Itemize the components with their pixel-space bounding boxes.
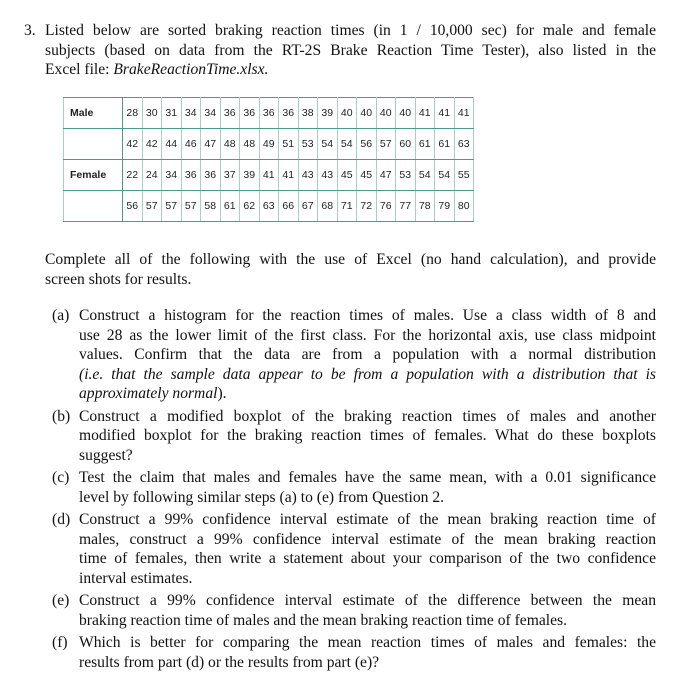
table-cell: 24 <box>142 160 162 191</box>
table-cell: 41 <box>259 160 279 191</box>
table-cell: 76 <box>376 191 396 222</box>
instructions-line: Complete all of the following with the use of Excel (no hand calculation), and provide <box>45 251 656 268</box>
table-cell: 62 <box>240 191 260 222</box>
table-cell: 36 <box>279 98 299 129</box>
table-cell: 22 <box>123 160 143 191</box>
table-cell: 36 <box>201 160 221 191</box>
table-cell: 34 <box>162 160 182 191</box>
row-label: Male <box>64 98 123 129</box>
table-cell: 54 <box>318 129 338 160</box>
table-cell: 47 <box>376 160 396 191</box>
table-cell: 54 <box>435 160 455 191</box>
table-cell: 43 <box>318 160 338 191</box>
instructions <box>45 250 656 289</box>
table-cell: 56 <box>123 191 143 222</box>
table-cell: 40 <box>376 98 396 129</box>
table-cell: 55 <box>454 160 474 191</box>
table-cell: 77 <box>396 191 416 222</box>
table-cell: 34 <box>201 98 221 129</box>
table-cell: 67 <box>298 191 318 222</box>
table-row <box>64 98 474 129</box>
table-cell: 36 <box>181 160 201 191</box>
part-line-italic <box>79 365 656 385</box>
table-cell: 57 <box>181 191 201 222</box>
question-part <box>52 633 656 672</box>
table-cell: 56 <box>357 129 377 160</box>
part-label: (d) <box>52 511 71 528</box>
table-cell: 40 <box>337 98 357 129</box>
row-label: Female <box>64 160 123 191</box>
table-cell: 57 <box>162 191 182 222</box>
table-cell: 36 <box>220 98 240 129</box>
italic-text: (i.e. that the sample data appear to be from a population with a distribution that is <box>79 365 656 383</box>
part-line: Test the claim that males and females have the same mean, with a 0.01 significance <box>79 469 656 486</box>
part-text <box>79 510 656 588</box>
intro-line: subjects (based on data from the RT-2S Brake Reaction Time Tester), also listed in the <box>45 41 656 59</box>
italic-suffix: ). <box>217 385 227 402</box>
part-line: level by following similar steps (a) to (e) from Question 2. <box>79 488 445 506</box>
part-label: (b) <box>52 407 71 425</box>
part-text <box>79 633 656 672</box>
part-line: use 28 as the lower limit of the first class. For the horizontal axis, use class midpoint <box>79 326 656 344</box>
problem-number: 3. <box>24 22 36 39</box>
table-cell: 78 <box>415 191 435 222</box>
table-cell: 51 <box>279 129 299 160</box>
table-row <box>64 160 474 191</box>
excel-filename: BrakeReactionTime.xlsx. <box>113 61 269 78</box>
part-line: values. Confirm that the data are from a population with a normal distribution <box>79 346 656 363</box>
intro-line: Listed below are sorted braking reaction times (in 1 / 10,000 sec) for male and female <box>45 22 656 39</box>
table-cell: 41 <box>279 160 299 191</box>
part-line-italic <box>79 384 656 404</box>
table-cell: 46 <box>181 129 201 160</box>
table-cell: 72 <box>357 191 377 222</box>
part-line: Construct a modified boxplot of the braking reaction times of males and another <box>79 407 656 425</box>
part-line: males, construct a 99% confidence interval estimate of the mean braking reaction <box>79 530 656 548</box>
table-cell: 57 <box>142 191 162 222</box>
table-cell: 42 <box>123 129 143 160</box>
intro-line <box>45 60 656 80</box>
table-cell: 38 <box>298 98 318 129</box>
part-text <box>79 407 656 466</box>
row-label <box>64 191 123 222</box>
table-cell: 41 <box>435 98 455 129</box>
part-line: Construct a 99% confidence interval estimate of the difference between the mean <box>79 592 656 609</box>
table-cell: 57 <box>376 129 396 160</box>
table-cell: 34 <box>181 98 201 129</box>
table-cell: 60 <box>396 129 416 160</box>
table-cell: 71 <box>337 191 357 222</box>
question-part <box>52 306 656 404</box>
table-cell: 58 <box>201 191 221 222</box>
table-cell: 45 <box>357 160 377 191</box>
part-line: Construct a 99% confidence interval estimate of the mean braking reaction time of <box>79 511 656 528</box>
table-cell: 66 <box>279 191 299 222</box>
intro-prefix: Excel file: <box>45 61 114 78</box>
question-part <box>52 591 656 630</box>
italic-text: approximately normal <box>79 385 218 402</box>
question-part <box>52 468 656 507</box>
part-text <box>79 591 656 630</box>
part-line: Construct a histogram for the reaction times of males. Use a class width of 8 and <box>79 307 656 324</box>
part-line: suggest? <box>79 446 133 464</box>
table-cell: 61 <box>415 129 435 160</box>
table-cell: 53 <box>396 160 416 191</box>
table-cell: 41 <box>415 98 435 129</box>
part-line: braking reaction time of males and the mean braking reaction time of females. <box>79 611 567 629</box>
row-label <box>64 129 123 160</box>
part-line: Which is better for comparing the mean reaction times of males and females: the <box>79 634 656 651</box>
table-cell: 28 <box>123 98 143 129</box>
instructions-line: screen shots for results. <box>45 270 192 288</box>
question-parts <box>52 306 656 675</box>
problem-statement <box>24 21 656 80</box>
table-cell: 54 <box>415 160 435 191</box>
table-cell: 49 <box>259 129 279 160</box>
table-row <box>64 191 474 222</box>
table-cell: 36 <box>240 98 260 129</box>
question-part <box>52 407 656 466</box>
table-cell: 37 <box>220 160 240 191</box>
table-cell: 40 <box>396 98 416 129</box>
table-cell: 44 <box>162 129 182 160</box>
table-cell: 61 <box>220 191 240 222</box>
table-cell: 42 <box>142 129 162 160</box>
table-cell: 45 <box>337 160 357 191</box>
table-cell: 30 <box>142 98 162 129</box>
table-cell: 68 <box>318 191 338 222</box>
table-cell: 61 <box>435 129 455 160</box>
table-cell: 63 <box>454 129 474 160</box>
table-cell: 31 <box>162 98 182 129</box>
part-line: results from part (d) or the results from part (e)? <box>79 653 380 671</box>
table-cell: 48 <box>240 129 260 160</box>
table-cell: 39 <box>318 98 338 129</box>
table-row <box>64 129 474 160</box>
table-cell: 48 <box>220 129 240 160</box>
part-label: (e) <box>52 592 70 609</box>
table-cell: 63 <box>259 191 279 222</box>
reaction-times-table <box>63 97 474 222</box>
table-cell: 47 <box>201 129 221 160</box>
part-label: (a) <box>52 307 70 324</box>
table-cell: 40 <box>357 98 377 129</box>
table-cell: 54 <box>337 129 357 160</box>
table-cell: 79 <box>435 191 455 222</box>
part-line: time of females, then write a statement about your comparison of the two confidence <box>79 550 656 567</box>
table-cell: 80 <box>454 191 474 222</box>
part-text <box>79 306 656 404</box>
table-cell: 41 <box>454 98 474 129</box>
table-cell: 43 <box>298 160 318 191</box>
table-cell: 53 <box>298 129 318 160</box>
table-cell: 36 <box>259 98 279 129</box>
part-line: interval estimates. <box>79 569 193 587</box>
question-part <box>52 510 656 588</box>
part-label: (c) <box>52 469 70 486</box>
table-cell: 39 <box>240 160 260 191</box>
part-label: (f) <box>52 634 68 651</box>
part-line: modified boxplot for the braking reaction times of females. What do these boxplots <box>79 427 656 444</box>
part-text <box>79 468 656 507</box>
